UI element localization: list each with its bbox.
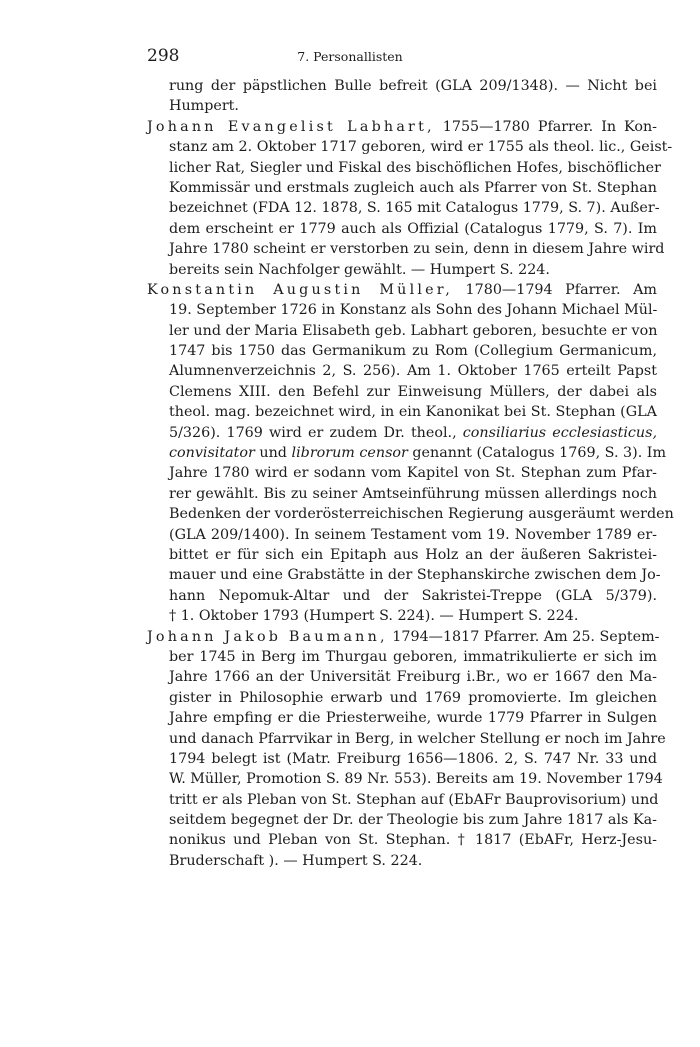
text-line bbox=[147, 708, 657, 728]
line-text: 1755—1780 Pfarrer. In Kon- bbox=[434, 118, 657, 135]
line-text: dem erscheint er 1779 auch als Offizial (Catalogus 1779, S. 7). Im bbox=[169, 220, 657, 237]
line-text: 1794—1817 Pfarrer. Am 25. Septem- bbox=[387, 628, 660, 645]
line-text: seitdem begegnet der Dr. der Theologie bis zum Jahre 1817 als Ka- bbox=[169, 812, 657, 829]
text-line bbox=[147, 382, 657, 402]
line-text: stanz am 2. Oktober 1717 geboren, wird er 1755 als theol. lic., Geist- bbox=[169, 139, 673, 156]
line-text: bereits sein Nachfolger gewählt. — Humpert S. 224. bbox=[169, 261, 550, 278]
line-text: genannt (Catalogus 1769, S. 3). Im bbox=[407, 445, 666, 462]
line-text: Alumnenverzeichnis 2, S. 256). Am 1. Oktober 1765 erteilt Papst bbox=[169, 363, 657, 380]
body-text bbox=[147, 76, 674, 871]
text-line bbox=[147, 851, 657, 871]
text-line bbox=[147, 484, 657, 504]
line-text: licher Rat, Siegler und Fiskal des bischöflichen Hofes, bischöflicher bbox=[169, 159, 661, 176]
line-text: Jahre 1780 wird er sodann vom Kapitel von St. Stephan zum Pfar- bbox=[169, 465, 657, 482]
text-line bbox=[147, 239, 665, 259]
text-line bbox=[147, 504, 674, 524]
line-text: tritt er als Pleban von St. Stephan auf (EbAFr Bauprovisorium) und bbox=[169, 791, 659, 808]
text-line bbox=[147, 137, 673, 157]
line-text: Kommissär und erstmals zugleich auch als Pfarrer von St. Stephan bbox=[169, 179, 657, 196]
entry-heading-line bbox=[147, 280, 657, 300]
text-line bbox=[147, 361, 657, 381]
line-text: ler und der Maria Elisabeth geb. Labhart geboren, besuchte er von bbox=[169, 322, 658, 339]
text-line bbox=[147, 76, 657, 96]
line-text: 1747 bis 1750 das Germanikum zu Rom (Collegium Germanicum, bbox=[169, 343, 657, 360]
line-text: 19. September 1726 in Konstanz als Sohn des Johann Michael Mül- bbox=[169, 302, 658, 319]
text-line bbox=[147, 341, 657, 361]
text-line bbox=[147, 300, 657, 320]
line-text: rer gewählt. Bis zu seiner Amtseinführung müssen allerdings noch bbox=[169, 485, 657, 502]
text-line bbox=[147, 790, 657, 810]
text-line bbox=[147, 402, 657, 422]
person-name: Johann Jakob Baumann, bbox=[147, 628, 388, 645]
line-text: und danach Pfarrvikar in Berg, in welcher Stellung er noch im Jahre bbox=[169, 730, 666, 747]
person-name: Konstantin Augustin Müller, bbox=[147, 281, 453, 298]
text-line bbox=[147, 769, 663, 789]
text-line bbox=[147, 606, 657, 626]
text-line bbox=[147, 545, 657, 565]
line-text: Clemens XIII. den Befehl zur Einweisung Müllers, der dabei als bbox=[169, 383, 657, 400]
text-line bbox=[147, 198, 660, 218]
line-text: und bbox=[254, 445, 292, 462]
text-line bbox=[147, 443, 666, 463]
line-text: W. Müller, Promotion S. 89 Nr. 553). Bereits am 19. November 1794 bbox=[169, 771, 663, 788]
text-line bbox=[147, 749, 657, 769]
line-text: bittet er für sich ein Epitaph aus Holz an der äußeren Sakristei- bbox=[169, 546, 657, 563]
text-line bbox=[147, 525, 657, 545]
text-line bbox=[147, 830, 657, 850]
text-line bbox=[147, 178, 657, 198]
line-text: Jahre empfing er die Priesterweihe, wurde 1779 Pfarrer in Sulgen bbox=[169, 710, 657, 727]
line-text: 1780—1794 Pfarrer. Am bbox=[452, 281, 657, 298]
line-text: nonikus und Pleban von St. Stephan. † 1817 (EbAFr, Herz-Jesu- bbox=[169, 832, 657, 849]
line-text: Humpert. bbox=[169, 98, 239, 115]
line-text: rung der päpstlichen Bulle befreit (GLA 209/1348). — Nicht bei bbox=[169, 78, 657, 94]
line-text: hann Nepomuk-Altar und der Sakristei-Treppe (GLA 5/379). bbox=[169, 587, 657, 604]
line-text: † 1. Oktober 1793 (Humpert S. 224). — Humpert S. 224. bbox=[169, 608, 579, 625]
text-line bbox=[147, 810, 657, 830]
line-text: Jahre 1766 an der Universität Freiburg i.Br., wo er 1667 den Ma- bbox=[169, 669, 657, 686]
page-number: 298 bbox=[147, 46, 180, 66]
entry-heading-line bbox=[147, 627, 660, 647]
text-line bbox=[147, 96, 657, 116]
text-line bbox=[147, 586, 657, 606]
line-text: theol. mag. bezeichnet wird, in ein Kanonikat bei St. Stephan (GLA bbox=[169, 404, 657, 421]
running-head: 7. Personallisten bbox=[297, 49, 403, 64]
text-line bbox=[147, 423, 657, 443]
text-line bbox=[147, 463, 657, 483]
person-name: Johann Evangelist Labhart, bbox=[147, 118, 435, 135]
line-text: 5/326). 1769 wird er zudem Dr. theol., bbox=[169, 424, 463, 441]
text-line bbox=[147, 688, 657, 708]
italic-text: convisitator bbox=[169, 445, 255, 462]
line-text: gister in Philosophie erwarb und 1769 promovierte. Im gleichen bbox=[169, 689, 657, 706]
line-text: Bruderschaft ). — Humpert S. 224. bbox=[169, 852, 423, 869]
italic-text: librorum censor bbox=[291, 445, 408, 462]
text-line bbox=[147, 260, 657, 280]
line-text: bezeichnet (FDA 12. 1878, S. 165 mit Catalogus 1779, S. 7). Außer- bbox=[169, 200, 660, 217]
entry-heading-line bbox=[147, 117, 657, 137]
text-line bbox=[147, 667, 657, 687]
italic-text: consiliarius ecclesiasticus, bbox=[462, 424, 658, 441]
text-line bbox=[147, 729, 666, 749]
line-text: (GLA 209/1400). In seinem Testament vom 19. November 1789 er- bbox=[169, 526, 657, 543]
text-line bbox=[147, 565, 661, 585]
line-text: ber 1745 in Berg im Thurgau geboren, immatrikulierte er sich im bbox=[169, 648, 657, 665]
line-text: 1794 belegt ist (Matr. Freiburg 1656—1806. 2, S. 747 Nr. 33 und bbox=[169, 750, 657, 767]
line-text: Bedenken der vorderösterreichischen Regierung ausgeräumt werden bbox=[169, 506, 674, 523]
line-text: Jahre 1780 scheint er verstorben zu sein, denn in diesem Jahre wird bbox=[169, 241, 665, 258]
text-line bbox=[147, 219, 657, 239]
line-text: mauer und eine Grabstätte in der Stephanskirche zwischen dem Jo- bbox=[169, 567, 661, 584]
text-line bbox=[147, 321, 657, 341]
text-line bbox=[147, 647, 657, 667]
text-line bbox=[147, 158, 661, 178]
